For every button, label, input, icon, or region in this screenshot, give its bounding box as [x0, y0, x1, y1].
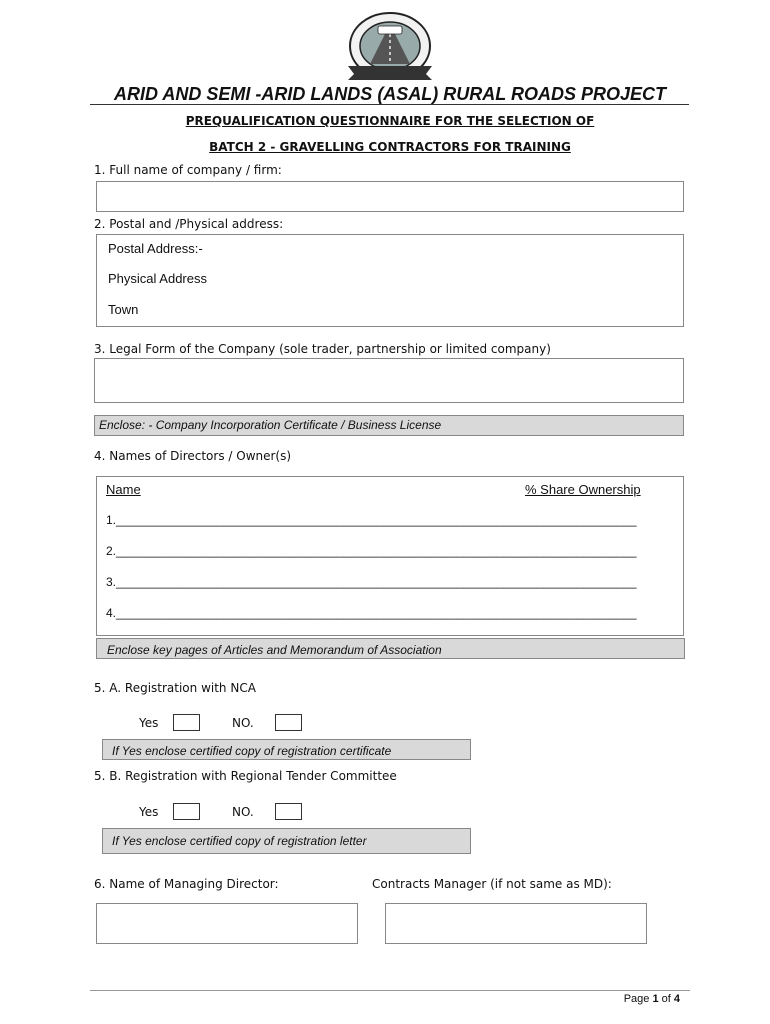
director-row-1[interactable]: 1.______________________________________________________________________________	[106, 513, 637, 527]
column-header-share: % Share Ownership	[525, 482, 641, 497]
title-divider	[90, 104, 689, 105]
column-header-name: Name	[106, 482, 141, 497]
q3-label: 3. Legal Form of the Company (sole trader, partnership or limited company)	[94, 342, 551, 356]
postal-address-label: Postal Address:-	[108, 241, 203, 256]
legal-form-field[interactable]	[94, 358, 684, 403]
town-label: Town	[108, 302, 139, 317]
q5b-yes-checkbox[interactable]	[173, 803, 200, 820]
q6-label: 6. Name of Managing Director:	[94, 877, 279, 891]
kerra-logo	[342, 12, 438, 82]
footer-divider	[90, 990, 690, 991]
q5b-note: If Yes enclose certified copy of registration letter	[102, 828, 471, 854]
q5a-no-checkbox[interactable]	[275, 714, 302, 731]
page-number: 1	[652, 993, 659, 1005]
q2-label: 2. Postal and /Physical address:	[94, 217, 284, 231]
q1-label: 1. Full name of company / firm:	[94, 163, 282, 177]
managing-director-field[interactable]	[96, 903, 358, 944]
q5a-no-label: NO.	[232, 716, 254, 730]
subtitle-line-2: BATCH 2 - GRAVELLING CONTRACTORS FOR TRAINING	[209, 140, 571, 154]
q4-label: 4. Names of Directors / Owner(s)	[94, 449, 292, 463]
q5a-label: 5. A. Registration with NCA	[94, 681, 256, 695]
address-field[interactable]	[96, 234, 684, 327]
subtitle-line-1: PREQUALIFICATION QUESTIONNAIRE FOR THE SELECTION OF	[185, 114, 595, 128]
company-name-field[interactable]	[96, 181, 684, 212]
page-of: of	[658, 993, 674, 1005]
physical-address-label: Physical Address	[108, 271, 207, 286]
page-prefix: Page	[623, 993, 653, 1005]
q4-enclose-note: Enclose key pages of Articles and Memorandum of Association	[96, 638, 685, 659]
q5b-no-label: NO.	[232, 805, 254, 819]
director-row-3[interactable]: 3.______________________________________________________________________________	[106, 575, 637, 589]
director-row-2[interactable]: 2.______________________________________________________________________________	[106, 544, 637, 558]
q5b-label: 5. B. Registration with Regional Tender Committee	[94, 769, 397, 783]
q5a-yes-label: Yes	[139, 716, 159, 730]
document-title: ARID AND SEMI -ARID LANDS (ASAL) RURAL ROADS PROJECT	[113, 84, 666, 104]
q5a-note: If Yes enclose certified copy of registration certificate	[102, 739, 471, 760]
directors-table	[96, 476, 684, 636]
q5b-yes-label: Yes	[139, 805, 159, 819]
contracts-manager-field[interactable]	[385, 903, 647, 944]
q5b-no-checkbox[interactable]	[275, 803, 302, 820]
director-row-4[interactable]: 4.______________________________________________________________________________	[106, 606, 637, 620]
page-indicator	[624, 993, 680, 1005]
q3-enclose-note: Enclose: - Company Incorporation Certificate / Business License	[94, 415, 684, 436]
contracts-manager-label: Contracts Manager (if not same as MD):	[372, 877, 612, 891]
page-total: 4	[673, 993, 680, 1005]
q5a-yes-checkbox[interactable]	[173, 714, 200, 731]
